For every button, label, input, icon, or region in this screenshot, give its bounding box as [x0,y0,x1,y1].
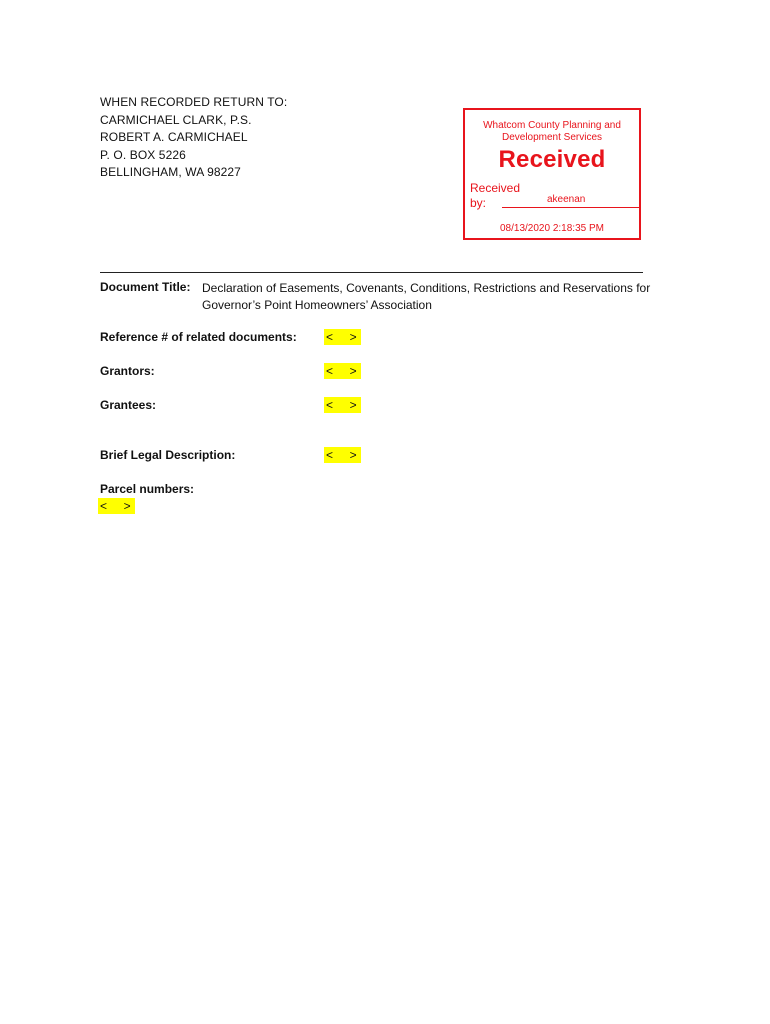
stamp-agency-line: Whatcom County Planning and [483,120,621,131]
stamp-signature-line [502,207,640,208]
stamp-received-by-user: akeenan [547,194,586,205]
document-title [202,280,650,314]
parcel-numbers-label: Parcel numbers: [100,482,195,496]
legal-description-placeholder: < > [324,447,361,463]
parcel-numbers-placeholder: < > [98,498,135,514]
stamp-title: Received [498,146,606,173]
return-address-line: WHEN RECORDED RETURN TO: [100,95,288,109]
return-address-line: BELLINGHAM, WA 98227 [100,165,241,179]
grantees-placeholder: < > [324,397,361,413]
stamp-agency-line: Development Services [501,132,603,143]
reference-label: Reference # of related documents: [100,330,297,344]
legal-description-label: Brief Legal Description: [100,448,236,462]
document-title-line: Declaration of Easements, Covenants, Conditions, Restrictions and Reservations for [202,281,651,295]
stamp-received-label-line: by: [470,196,487,210]
return-address-line: P. O. BOX 5226 [100,147,186,162]
return-address-block [100,94,287,182]
document-title-line: Governor’s Point Homeowners’ Association [202,298,432,312]
received-stamp [463,108,641,240]
stamp-agency [465,120,639,144]
header-divider [100,272,643,273]
reference-placeholder: < > [324,329,361,345]
document-title-label: Document Title: [100,280,191,294]
stamp-received-label-line: Received [470,181,521,195]
stamp-timestamp: 08/13/2020 2:18:35 PM [500,223,604,234]
grantors-label: Grantors: [100,364,155,378]
return-address-line: ROBERT A. CARMICHAEL [100,130,248,144]
grantors-placeholder: < > [324,363,361,379]
grantees-label: Grantees: [100,398,157,412]
return-address-line: CARMICHAEL CLARK, P.S. [100,112,252,127]
